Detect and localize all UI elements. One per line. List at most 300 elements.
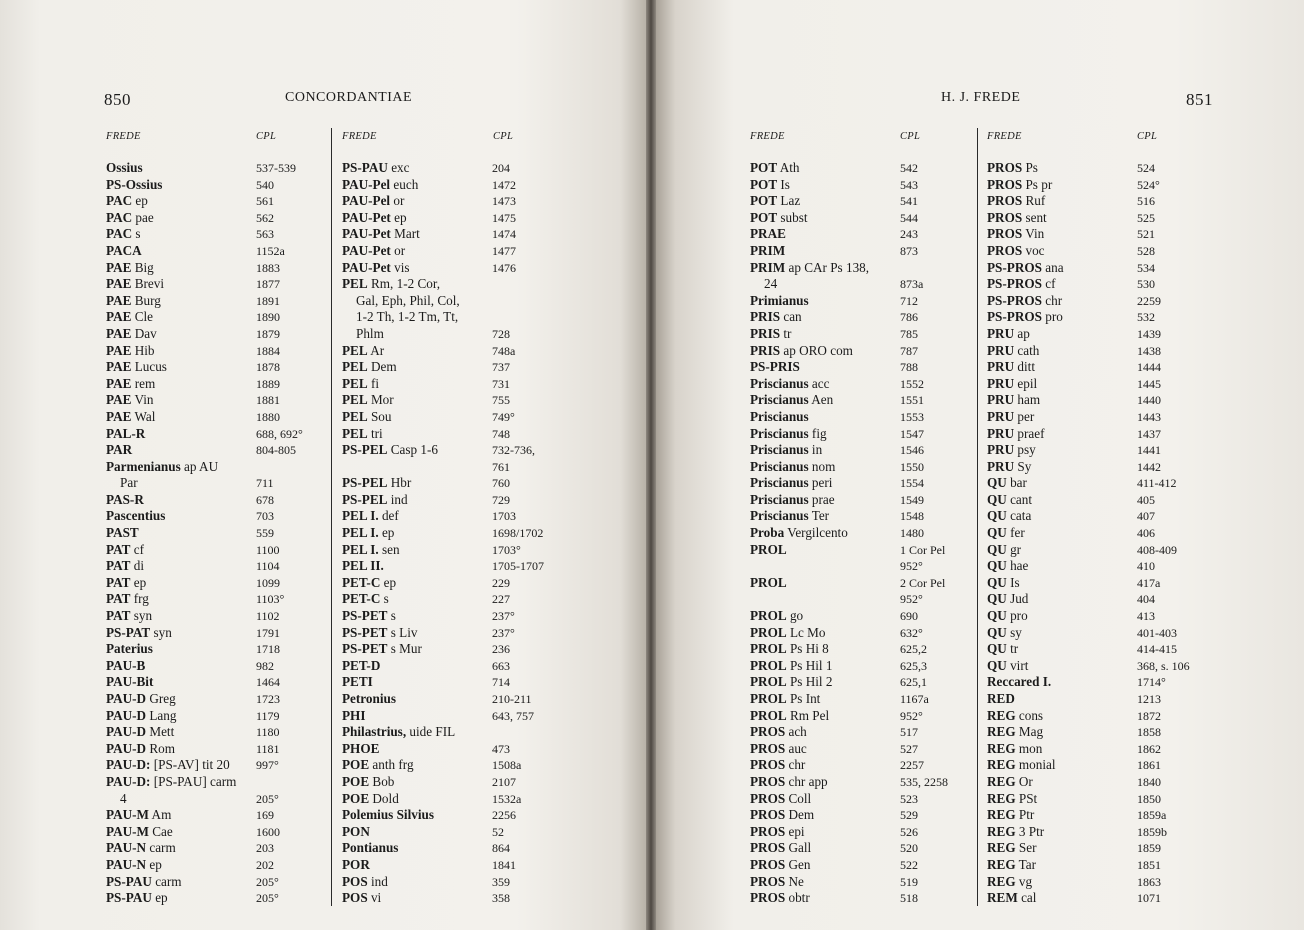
- cpl-number: 1 Cor Pel: [900, 542, 946, 557]
- concordance-row: [106, 691, 326, 708]
- concordance-row: [106, 608, 326, 625]
- concordance-row: [750, 293, 975, 310]
- frede-siglum: Petronius: [342, 691, 396, 706]
- column-divider: [977, 128, 978, 906]
- cpl-number: 518: [900, 891, 918, 906]
- frede-work: Gall: [788, 840, 812, 856]
- frede-work: Ps Int: [789, 691, 821, 706]
- frede-work: ach: [788, 724, 807, 740]
- cpl-number: 2259: [1137, 293, 1161, 308]
- frede-siglum: PEL: [342, 342, 368, 358]
- frede-work: Par: [120, 475, 138, 491]
- book-gutter: [646, 0, 656, 930]
- frede-siglum: PROS: [750, 823, 786, 839]
- concordance-row: [106, 708, 326, 725]
- frede-work: voc: [1025, 242, 1045, 258]
- concordance-row: [106, 243, 326, 260]
- cpl-number: 1438: [1137, 343, 1161, 358]
- frede-siglum: PRU: [987, 408, 1015, 424]
- cpl-number: 731: [492, 376, 510, 391]
- concordance-row: [106, 442, 326, 459]
- concordance-row: [750, 807, 975, 824]
- cpl-number: 524°: [1137, 177, 1160, 192]
- concordance-row: [342, 691, 552, 708]
- cpl-number: 563: [256, 227, 274, 242]
- frede-work: Gen: [788, 856, 811, 872]
- frede-siglum: PROS: [750, 873, 786, 889]
- concordance-row: [106, 741, 326, 758]
- frede-siglum: PROS: [750, 773, 786, 789]
- concordance-row: [106, 575, 326, 592]
- frede-siglum: PS-PEL: [342, 475, 388, 491]
- cpl-number: 714: [492, 675, 510, 690]
- concordance-row: [106, 558, 326, 575]
- cpl-number: 1859b: [1137, 824, 1167, 839]
- frede-siglum: POT: [750, 209, 778, 225]
- frede-siglum: QU: [987, 608, 1007, 624]
- frede-siglum: PAE: [106, 292, 132, 308]
- cpl-number: 417a: [1137, 575, 1161, 590]
- frede-siglum: Priscianus: [750, 425, 809, 441]
- concordance-row: [106, 492, 326, 509]
- frede-siglum: Priscianus: [750, 375, 809, 391]
- frede-siglum: PAU-N: [106, 840, 147, 856]
- frede-work: sent: [1025, 209, 1047, 225]
- frede-siglum: PRU: [987, 325, 1015, 341]
- frede-work: Aen: [811, 392, 834, 408]
- frede-work: carm: [149, 840, 176, 856]
- frede-siglum: PAT: [106, 541, 131, 557]
- frede-work: [PS-AV] tit 20: [153, 757, 230, 773]
- cpl-number: 952°: [900, 708, 923, 723]
- cpl-number: 1445: [1137, 376, 1161, 391]
- cpl-number: 678: [256, 492, 274, 507]
- cpl-number: 1718: [256, 642, 280, 657]
- frede-work: frg: [133, 591, 149, 607]
- frede-siglum: REG: [987, 873, 1016, 889]
- frede-work: Ruf: [1025, 193, 1046, 209]
- cpl-number: 2107: [492, 774, 516, 789]
- concordance-row: [750, 343, 975, 360]
- column-header-frede: FREDE: [987, 131, 1022, 142]
- concordance-row: [987, 807, 1207, 824]
- frede-siglum: PAU-M: [106, 807, 149, 823]
- frede-work: gr: [1010, 541, 1022, 557]
- frede-siglum: QU: [987, 574, 1007, 590]
- cpl-number: 524: [1137, 161, 1155, 175]
- concordance-row: [106, 359, 326, 376]
- frede-work: PSt: [1018, 790, 1038, 806]
- frede-work: cf: [133, 541, 144, 557]
- frede-work: s Liv: [390, 624, 418, 640]
- frede-work: Greg: [149, 691, 176, 706]
- frede-siglum: PRIS: [750, 309, 781, 325]
- frede-work: ep: [381, 525, 395, 541]
- concordance-row: [987, 459, 1207, 476]
- frede-work: Gal, Eph, Phil, Col,: [356, 292, 460, 308]
- cpl-number: 203: [256, 841, 274, 856]
- concordance-row: [106, 309, 326, 326]
- frede-work: ep: [133, 574, 147, 590]
- frede-siglum: QU: [987, 641, 1007, 657]
- concordance-row: [342, 376, 552, 393]
- cpl-number: 1474: [492, 227, 516, 242]
- frede-siglum: PROS: [750, 807, 786, 823]
- frede-siglum: PAT: [106, 608, 131, 624]
- concordance-row: [342, 542, 552, 559]
- cpl-number: 202: [256, 857, 274, 872]
- concordance-row: [750, 243, 975, 260]
- concordance-row: [106, 409, 326, 426]
- concordance-row: [750, 757, 975, 774]
- frede-siglum: Polemius Silvius: [342, 807, 434, 823]
- frede-work: cons: [1018, 707, 1044, 723]
- concordance-row: [987, 741, 1207, 758]
- cpl-number: 1442: [1137, 459, 1161, 474]
- cpl-number: 1791: [256, 625, 280, 640]
- concordance-row: [106, 376, 326, 393]
- concordance-row: [987, 392, 1207, 409]
- concordance-row: [750, 608, 975, 625]
- concordance-row: [750, 708, 975, 725]
- frede-siglum: PAU-D: [106, 707, 147, 723]
- frede-siglum: POS: [342, 873, 368, 889]
- concordance-row: [106, 210, 326, 227]
- concordance-row: [987, 525, 1207, 542]
- frede-siglum: PAT: [106, 574, 131, 590]
- frede-siglum: PAU-D:: [106, 757, 151, 773]
- column-header-cpl: CPL: [900, 131, 921, 142]
- frede-siglum: PROS: [750, 890, 786, 906]
- frede-siglum: PRIS: [750, 325, 781, 341]
- concordance-row: [987, 376, 1207, 393]
- cpl-number: 541: [900, 194, 918, 209]
- cpl-number: 1477: [492, 243, 516, 258]
- frede-work: Dav: [134, 325, 157, 341]
- cpl-number: 788: [900, 360, 918, 375]
- frede-work: or: [393, 193, 405, 209]
- frede-siglum: REG: [987, 757, 1016, 773]
- concordance-row: [106, 193, 326, 210]
- concordance-row: [342, 492, 552, 509]
- frede-work: Sy: [1017, 458, 1032, 474]
- concordance-row: [106, 857, 326, 874]
- frede-work: Vergilcento: [787, 525, 848, 541]
- frede-siglum: PAU-Pet: [342, 242, 391, 258]
- frede-siglum: PAE: [106, 325, 132, 341]
- frede-work: Hib: [134, 342, 155, 358]
- concordance-row: [106, 293, 326, 310]
- frede-siglum: PAU-Pel: [342, 176, 391, 192]
- concordance-row: [987, 641, 1207, 658]
- concordance-row: [750, 658, 975, 675]
- frede-work: ap AU: [184, 458, 219, 474]
- cpl-number: 1850: [1137, 791, 1161, 806]
- frede-work: vis: [394, 259, 410, 275]
- cpl-number: 1546: [900, 443, 924, 458]
- cpl-number: 1103°: [256, 592, 285, 607]
- frede-siglum: PRU: [987, 359, 1015, 375]
- frede-work: acc: [811, 375, 830, 391]
- concordance-row: [342, 293, 552, 310]
- frede-siglum: PROL: [750, 691, 787, 706]
- frede-work: Dold: [372, 790, 399, 806]
- concordance-row: [987, 890, 1207, 907]
- frede-work: Ps Hil 2: [789, 674, 833, 690]
- frede-siglum: PROS: [987, 226, 1023, 242]
- frede-work: Vin: [1025, 226, 1045, 242]
- concordance-row: [750, 542, 975, 559]
- frede-work: ana: [1045, 259, 1064, 275]
- concordance-row: [342, 558, 552, 575]
- frede-siglum: PAU-B: [106, 657, 146, 673]
- concordance-row: [342, 359, 552, 376]
- concordance-row: [987, 791, 1207, 808]
- frede-siglum: PET-C: [342, 591, 381, 607]
- concordance-row: [750, 160, 975, 177]
- frede-siglum: PROL: [750, 541, 787, 557]
- frede-work: epi: [788, 823, 805, 839]
- cpl-number: 522: [900, 857, 918, 872]
- concordance-row: [106, 326, 326, 343]
- frede-siglum: PAU-Pet: [342, 226, 391, 242]
- frede-work: Dem: [370, 359, 397, 375]
- frede-work: pro: [1010, 608, 1028, 624]
- concordance-row: [987, 558, 1207, 575]
- cpl-number: 748: [492, 426, 510, 441]
- frede-work: s: [390, 608, 396, 624]
- cpl-number: 712: [900, 293, 918, 308]
- frede-siglum: PHOE: [342, 740, 380, 756]
- cpl-number: 1553: [900, 409, 924, 424]
- frede-siglum: QU: [987, 624, 1007, 640]
- concordance-row: [106, 591, 326, 608]
- frede-work: ditt: [1017, 359, 1035, 375]
- concordance-row: [106, 525, 326, 542]
- cpl-number: 1884: [256, 343, 280, 358]
- cpl-number: 1698/1702: [492, 526, 544, 541]
- concordance-row: [342, 774, 552, 791]
- concordance-row: [750, 459, 975, 476]
- frede-work: Tar: [1018, 856, 1037, 872]
- concordance-row: [987, 824, 1207, 841]
- frede-work: euch: [393, 176, 419, 192]
- frede-siglum: REM: [987, 890, 1018, 906]
- frede-siglum: PAU-N: [106, 856, 147, 872]
- frede-work: ap CAr Ps 138,: [788, 259, 870, 275]
- concordance-row: [750, 691, 975, 708]
- concordance-row: [342, 575, 552, 592]
- frede-work: peri: [811, 475, 833, 491]
- cpl-number: 1475: [492, 210, 516, 225]
- cpl-number: 748a: [492, 343, 516, 358]
- concordance-row: [106, 724, 326, 741]
- cpl-number: 243: [900, 227, 918, 242]
- frede-siglum: PAU-D: [106, 740, 147, 756]
- frede-siglum: QU: [987, 591, 1007, 607]
- concordance-row: [342, 840, 552, 857]
- frede-siglum: PET-D: [342, 657, 381, 673]
- frede-work: auc: [788, 740, 807, 756]
- frede-siglum: POR: [342, 856, 370, 872]
- concordance-row: [342, 177, 552, 194]
- cpl-number: 1552: [900, 376, 924, 391]
- frede-work: Lucus: [134, 359, 167, 375]
- cpl-number: 663: [492, 658, 510, 673]
- frede-siglum: RED: [987, 691, 1015, 706]
- frede-work: vi: [370, 890, 382, 906]
- cpl-number: 237°: [492, 609, 515, 624]
- cpl-number: 1181: [256, 741, 280, 756]
- frede-siglum: PS-PRIS: [750, 359, 800, 375]
- concordance-row: [342, 392, 552, 409]
- frede-siglum: PET-C: [342, 574, 381, 590]
- cpl-number: 1861: [1137, 758, 1161, 773]
- right-page: [656, 0, 1304, 930]
- frede-work: Laz: [780, 193, 801, 209]
- concordance-row: [750, 641, 975, 658]
- frede-siglum: PS-PAT: [106, 624, 151, 640]
- frede-work: 1-2 Th, 1-2 Tm, Tt,: [356, 309, 459, 325]
- cpl-number: 407: [1137, 509, 1155, 524]
- concordance-row: [342, 508, 552, 525]
- frede-siglum: PEL II.: [342, 558, 384, 574]
- frede-siglum: PS-PAU: [106, 873, 152, 889]
- concordance-row: [342, 475, 552, 492]
- cpl-number: 952°: [900, 559, 923, 574]
- cpl-number: 1862: [1137, 741, 1161, 756]
- concordance-column: [342, 160, 552, 907]
- frede-work: cf: [1045, 276, 1056, 292]
- frede-work: exc: [391, 160, 410, 175]
- frede-work: Ser: [1018, 840, 1037, 856]
- cpl-number: 1480: [900, 526, 924, 541]
- concordance-row: [987, 293, 1207, 310]
- cpl-number: 473: [492, 741, 510, 756]
- frede-work: def: [381, 508, 399, 524]
- frede-work: in: [811, 442, 823, 458]
- frede-siglum: Primianus: [750, 292, 809, 308]
- concordance-row: [342, 326, 552, 343]
- cpl-number: 2 Cor Pel: [900, 575, 946, 590]
- concordance-row: [750, 193, 975, 210]
- frede-work: Lc Mo: [789, 624, 826, 640]
- concordance-row: [342, 193, 552, 210]
- cpl-number: 1891: [256, 293, 280, 308]
- concordance-row: [750, 475, 975, 492]
- frede-siglum: PROS: [750, 840, 786, 856]
- frede-siglum: Parmenianus: [106, 458, 181, 474]
- frede-work: fer: [1010, 525, 1025, 541]
- frede-siglum: PAS-R: [106, 491, 144, 507]
- cpl-number: 1180: [256, 725, 280, 740]
- concordance-row: [106, 260, 326, 277]
- cpl-number: 516: [1137, 194, 1155, 209]
- frede-work: Hbr: [390, 475, 412, 491]
- concordance-row: [750, 326, 975, 343]
- cpl-number: 1548: [900, 509, 924, 524]
- cpl-number: 1104: [256, 559, 280, 574]
- column-header-cpl: CPL: [493, 131, 514, 142]
- concordance-row: [342, 459, 552, 476]
- frede-work: monial: [1018, 757, 1056, 773]
- frede-work: vg: [1018, 873, 1033, 889]
- concordance-row: [342, 309, 552, 326]
- concordance-row: [987, 326, 1207, 343]
- cpl-number: 1703: [492, 509, 516, 524]
- frede-work: Ps: [1025, 160, 1038, 175]
- frede-work: nom: [811, 458, 836, 474]
- concordance-row: [987, 243, 1207, 260]
- concordance-row: [750, 276, 975, 293]
- running-head: H. J. FREDE: [941, 90, 1021, 105]
- concordance-row: [342, 409, 552, 426]
- frede-siglum: PEL I.: [342, 541, 379, 557]
- frede-siglum: PRU: [987, 375, 1015, 391]
- cpl-number: 749°: [492, 409, 515, 424]
- frede-siglum: QU: [987, 657, 1007, 673]
- frede-siglum: PAU-D:: [106, 773, 151, 789]
- frede-siglum: PAE: [106, 359, 132, 375]
- frede-work: tri: [370, 425, 383, 441]
- concordance-row: [342, 260, 552, 277]
- frede-siglum: REG: [987, 823, 1016, 839]
- frede-siglum: PROS: [750, 790, 786, 806]
- frede-work: Ath: [779, 160, 800, 175]
- frede-siglum: PRAE: [750, 226, 786, 242]
- frede-work: ind: [390, 491, 408, 507]
- concordance-row: [750, 508, 975, 525]
- cpl-number: 1100: [256, 542, 280, 557]
- cpl-number: 1851: [1137, 857, 1161, 872]
- frede-work: fig: [811, 425, 827, 441]
- concordance-row: [987, 658, 1207, 675]
- column-header-cpl: CPL: [1137, 131, 1158, 142]
- concordance-row: [750, 724, 975, 741]
- frede-work: syn: [133, 608, 153, 624]
- frede-siglum: PROS: [987, 160, 1023, 175]
- concordance-row: [987, 575, 1207, 592]
- frede-work: tr: [1010, 641, 1019, 657]
- cpl-number: 1099: [256, 575, 280, 590]
- cpl-number: 643, 757: [492, 708, 534, 723]
- frede-work: 4: [120, 790, 127, 806]
- frede-work: cata: [1010, 508, 1032, 524]
- concordance-row: [106, 343, 326, 360]
- frede-work: Ter: [811, 508, 830, 524]
- concordance-row: [987, 508, 1207, 525]
- frede-siglum: Priscianus: [750, 491, 809, 507]
- frede-work: Ptr: [1018, 807, 1035, 823]
- concordance-row: [987, 276, 1207, 293]
- cpl-number: 1863: [1137, 874, 1161, 889]
- frede-siglum: PON: [342, 823, 370, 839]
- cpl-number: 997°: [256, 758, 279, 773]
- frede-work: di: [133, 558, 144, 574]
- page-number: 851: [1186, 90, 1213, 109]
- frede-siglum: QU: [987, 525, 1007, 541]
- frede-work: ap ORO com: [783, 342, 853, 358]
- cpl-number: 205°: [256, 874, 279, 889]
- concordance-row: [750, 874, 975, 891]
- frede-siglum: PROL: [750, 624, 787, 640]
- frede-work: ham: [1017, 392, 1041, 408]
- concordance-row: [987, 309, 1207, 326]
- frede-siglum: PAE: [106, 408, 132, 424]
- concordance-row: [750, 840, 975, 857]
- concordance-row: [342, 226, 552, 243]
- frede-siglum: PROL: [750, 674, 787, 690]
